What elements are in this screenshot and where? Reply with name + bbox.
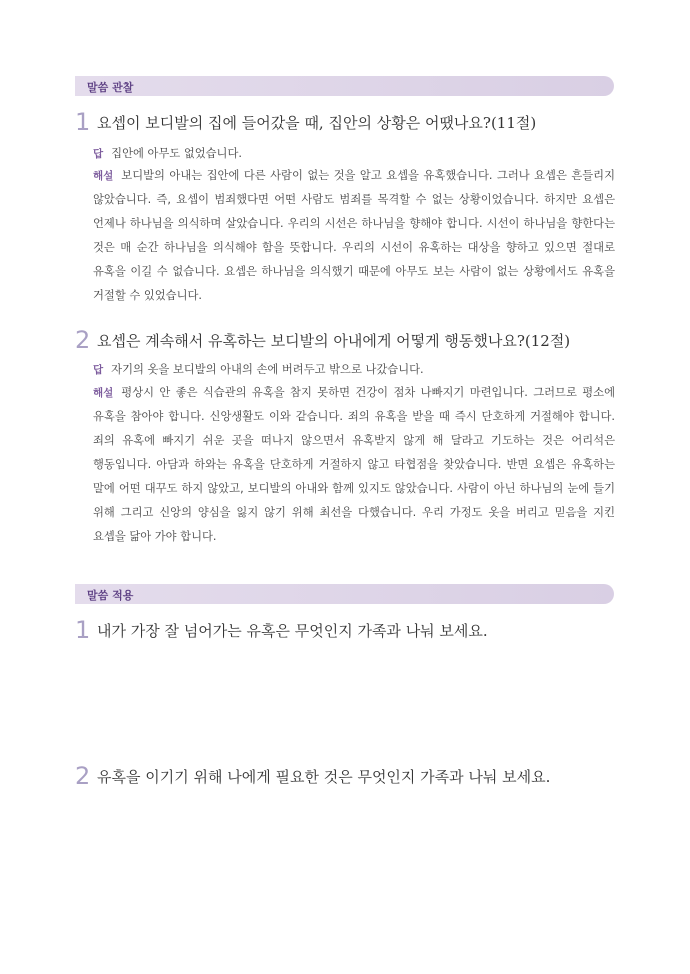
answer-text: 집안에 아무도 없었습니다. (111, 147, 242, 160)
commentary-tag: 해설 (93, 387, 114, 399)
commentary-observe-1 (93, 164, 615, 308)
answer-tag: 답 (93, 364, 104, 376)
question-text: 요셉은 계속해서 유혹하는 보디발의 아내에게 어떻게 행동했나요?(12절) (97, 332, 571, 350)
question-number: 2 (75, 762, 91, 790)
section-header-observe (75, 76, 614, 96)
question-number: 1 (75, 108, 91, 136)
commentary-tag: 해설 (93, 170, 114, 182)
question-text: 유혹을 이기기 위해 나에게 필요한 것은 무엇인지 가족과 나눠 보세요. (97, 768, 551, 786)
commentary-observe-2 (93, 381, 615, 549)
section-title: 말씀 적용 (87, 589, 134, 602)
answer-tag: 답 (93, 148, 104, 160)
question-text: 내가 가장 잘 넘어가는 유혹은 무엇인지 가족과 나눠 보세요. (97, 622, 488, 640)
section-header-apply (75, 584, 614, 604)
section-title: 말씀 관찰 (87, 81, 134, 94)
question-number: 2 (75, 326, 91, 354)
question-text: 요셉이 보디발의 집에 들어갔을 때, 집안의 상황은 어땠나요?(11절) (97, 114, 537, 132)
answer-observe-2 (93, 358, 615, 382)
commentary-text: 평상시 안 좋은 식습관의 유혹을 참지 못하면 건강이 점차 나빠지기 마련입니다. 그러므로 평소에 유혹을 참아야 합니다. 신앙생활도 이와 같습니다. 죄의 유혹을 받을 때 즉시 단호하게 거절해야 합니다. 죄의 유혹에 빠지기 쉬운 곳을 떠나지 않으면서 유혹받지 않게 해 달라고 기도하는 것은 어리석은 행동입니다. 아담과 하와는 유혹을 단호하게 거절하지 않고 타협점을 찾았습니다. 반면 요셉은 유혹하는 말에 어떤 대꾸도 하지 않았고, 보디발의 아내와 함께 있지도 않았습니다. 사람이 아닌 하나님의 눈에 들기 위해 그리고 신앙의 양심을 잃지 않기 위해 최선을 다했습니다. 우리 가정도 옷을 버리고 믿음을 지킨 요셉을 닮아 가야 합니다. (93, 386, 615, 543)
answer-observe-1 (93, 142, 615, 166)
question-number: 1 (75, 616, 91, 644)
commentary-text: 보디발의 아내는 집안에 다른 사람이 없는 것을 알고 요셉을 유혹했습니다. 그러나 요셉은 흔들리지 않았습니다. 즉, 요셉이 범죄했다면 어떤 사람도 범죄를 목격할 수 없는 상황이었습니다. 하지만 요셉은 언제나 하나님을 의식하며 살았습니다. 우리의 시선은 하나님을 향해야 합니다. 시선이 하나님을 향한다는 것은 매 순간 하나님을 의식해야 함을 뜻합니다. 우리의 시선이 유혹하는 대상을 향하고 있으면 절대로 유혹을 이길 수 없습니다. 요셉은 하나님을 의식했기 때문에 아무도 보는 사람이 없는 상황에서도 유혹을 거절할 수 있었습니다. (93, 169, 615, 302)
answer-text: 자기의 옷을 보디발의 아내의 손에 버려두고 밖으로 나갔습니다. (111, 363, 424, 376)
